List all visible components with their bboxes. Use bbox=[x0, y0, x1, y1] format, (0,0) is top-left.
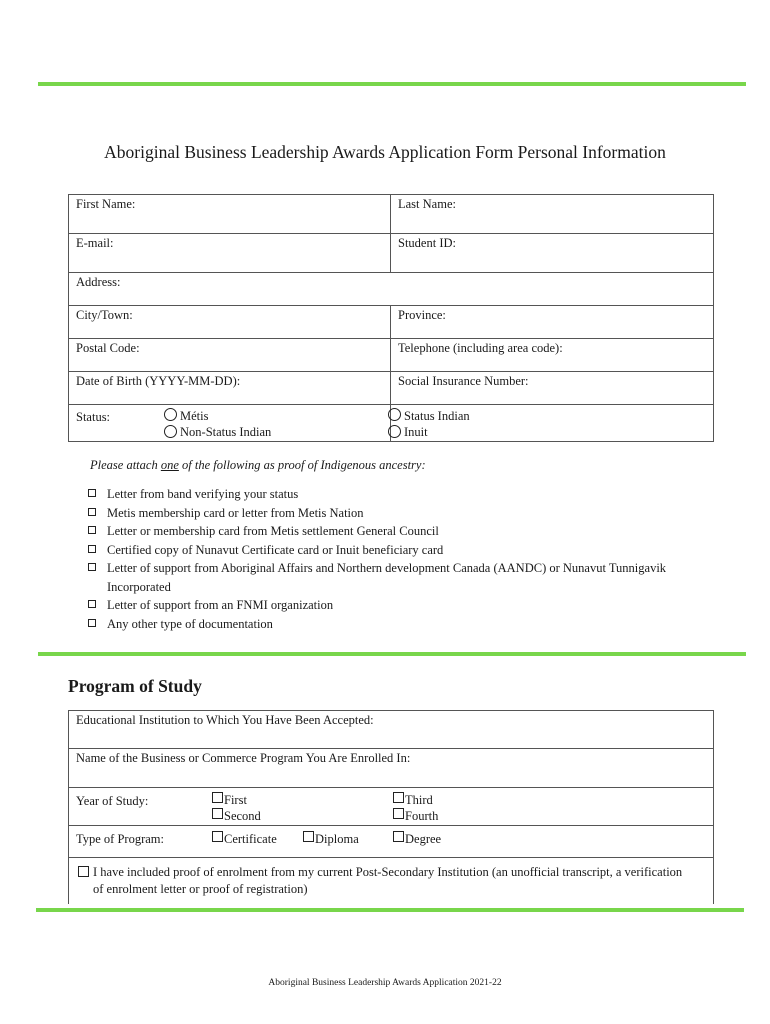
year-of-study-label: Year of Study: bbox=[76, 794, 149, 808]
inuit-radio[interactable] bbox=[388, 425, 401, 438]
email-label: E-mail: bbox=[76, 236, 114, 250]
year-second-label: Second bbox=[224, 809, 261, 823]
year-first-checkbox[interactable] bbox=[212, 792, 223, 803]
checkbox-icon[interactable] bbox=[88, 563, 96, 571]
student-id-label: Student ID: bbox=[398, 236, 456, 250]
bottom-divider bbox=[36, 908, 744, 912]
certificate-checkbox[interactable] bbox=[212, 831, 223, 842]
institution-field[interactable] bbox=[69, 711, 714, 749]
degree-label: Degree bbox=[405, 832, 442, 846]
address-label: Address: bbox=[76, 275, 121, 289]
dob-label: Date of Birth (YYYY-MM-DD): bbox=[76, 374, 241, 388]
non-status-indian-label: Non-Status Indian bbox=[180, 425, 272, 439]
province-label: Province: bbox=[398, 308, 446, 322]
program-name-label: Name of the Business or Commerce Program You Are Enrolled In: bbox=[76, 751, 411, 765]
last-name-label: Last Name: bbox=[398, 197, 456, 211]
middle-divider bbox=[38, 652, 746, 656]
province-field[interactable] bbox=[391, 306, 714, 339]
enrolment-proof-checkbox[interactable] bbox=[78, 866, 89, 877]
student-id-field[interactable] bbox=[391, 234, 714, 273]
checkbox-icon[interactable] bbox=[88, 619, 96, 627]
institution-label: Educational Institution to Which You Have Been Accepted: bbox=[76, 713, 374, 727]
list-item[interactable]: Metis membership card or letter from Metis Nation bbox=[86, 504, 726, 523]
diploma-label: Diploma bbox=[315, 832, 359, 846]
enrolment-proof-label: I have included proof of enrolment from my current Post-Secondary Institution (an unofficial transcript, a verification of enrolment letter or proof of registration) bbox=[93, 865, 683, 896]
footer-text: Aboriginal Business Leadership Awards Application 2021-22 bbox=[268, 978, 502, 988]
non-status-indian-radio[interactable] bbox=[164, 425, 177, 438]
first-name-field[interactable] bbox=[69, 195, 391, 234]
year-third-label: Third bbox=[405, 793, 433, 807]
proof-note: Please attach one of the following as proof of Indigenous ancestry: bbox=[90, 458, 426, 472]
status-cell-right bbox=[391, 405, 714, 442]
year-third-checkbox[interactable] bbox=[393, 792, 404, 803]
list-item[interactable]: Letter of support from an FNMI organization bbox=[86, 596, 726, 615]
degree-checkbox[interactable] bbox=[393, 831, 404, 842]
year-second-checkbox[interactable] bbox=[212, 808, 223, 819]
telephone-field[interactable] bbox=[391, 339, 714, 372]
city-label: City/Town: bbox=[76, 308, 133, 322]
program-table bbox=[68, 710, 714, 904]
year-fourth-label: Fourth bbox=[405, 809, 439, 823]
inuit-label: Inuit bbox=[404, 425, 428, 439]
sin-field[interactable] bbox=[391, 372, 714, 405]
enrolment-proof-cell bbox=[69, 858, 714, 904]
year-first-label: First bbox=[224, 793, 247, 807]
year-of-study-cell bbox=[69, 788, 714, 826]
checkbox-icon[interactable] bbox=[88, 545, 96, 553]
list-item[interactable]: Letter from band verifying your status bbox=[86, 485, 726, 504]
status-indian-radio[interactable] bbox=[388, 408, 401, 421]
list-item[interactable]: Certified copy of Nunavut Certificate card or Inuit beneficiary card bbox=[86, 541, 726, 560]
last-name-field[interactable] bbox=[391, 195, 714, 234]
checkbox-icon[interactable] bbox=[88, 600, 96, 608]
checkbox-icon[interactable] bbox=[88, 526, 96, 534]
first-name-label: First Name: bbox=[76, 197, 136, 211]
top-divider bbox=[38, 82, 746, 86]
diploma-checkbox[interactable] bbox=[303, 831, 314, 842]
telephone-label: Telephone (including area code): bbox=[398, 341, 563, 355]
checkbox-icon[interactable] bbox=[88, 489, 96, 497]
list-item[interactable]: Letter of support from Aboriginal Affairs and Northern development Canada (AANDC) or Nunavut Tunnigavik Incorporated bbox=[86, 559, 726, 596]
type-of-program-cell bbox=[69, 826, 714, 858]
address-field[interactable] bbox=[69, 273, 714, 306]
postal-code-field[interactable] bbox=[69, 339, 391, 372]
certificate-label: Certificate bbox=[224, 832, 277, 846]
city-field[interactable] bbox=[69, 306, 391, 339]
status-label: Status: bbox=[76, 410, 111, 424]
list-item[interactable]: Any other type of documentation bbox=[86, 615, 726, 634]
status-cell-left bbox=[69, 405, 391, 442]
checkbox-icon[interactable] bbox=[88, 508, 96, 516]
personal-info-table bbox=[68, 194, 714, 442]
email-field[interactable] bbox=[69, 234, 391, 273]
metis-radio[interactable] bbox=[164, 408, 177, 421]
page-title: Aboriginal Business Leadership Awards Application Form Personal Information bbox=[104, 142, 666, 162]
list-item[interactable]: Letter or membership card from Metis settlement General Council bbox=[86, 522, 726, 541]
program-heading: Program of Study bbox=[68, 676, 202, 696]
type-of-program-label: Type of Program: bbox=[76, 832, 164, 846]
dob-field[interactable] bbox=[69, 372, 391, 405]
program-name-field[interactable] bbox=[69, 749, 714, 788]
status-indian-label: Status Indian bbox=[404, 409, 470, 423]
proof-list bbox=[86, 485, 726, 633]
sin-label: Social Insurance Number: bbox=[398, 374, 529, 388]
year-fourth-checkbox[interactable] bbox=[393, 808, 404, 819]
postal-code-label: Postal Code: bbox=[76, 341, 140, 355]
proof-note-emphasis: one bbox=[160, 458, 179, 472]
metis-label: Métis bbox=[180, 409, 209, 423]
